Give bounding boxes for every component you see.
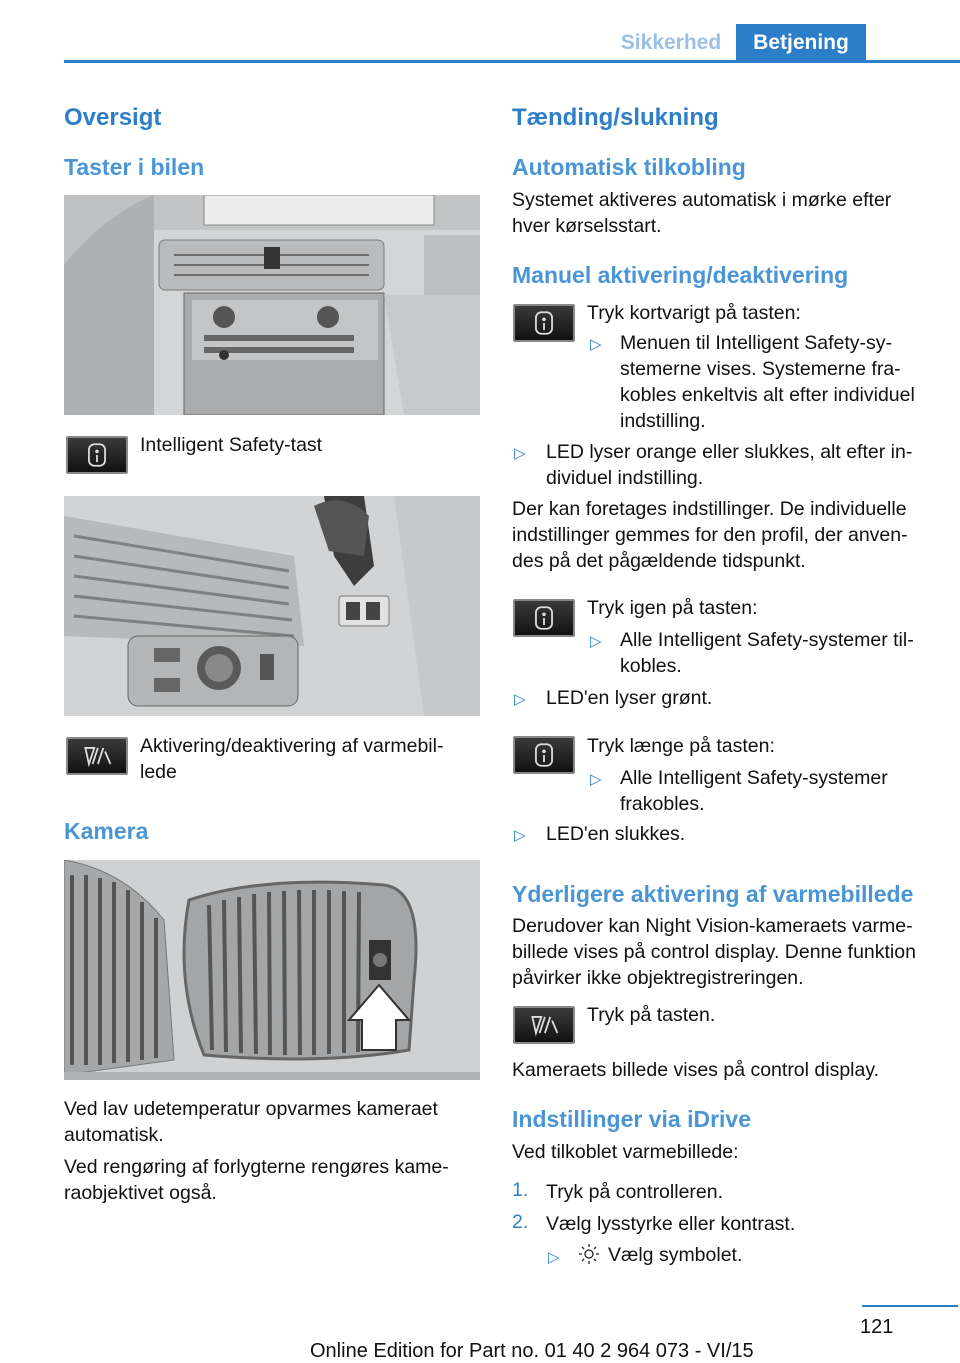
auto-line2: hver kørselsstart. <box>512 215 662 237</box>
y-line2: billede vises på control display. Denne funktion <box>512 941 916 963</box>
step-2: Vælg lysstyrke eller kontrast. <box>546 1213 796 1235</box>
heading-taending: Tænding/slukning <box>512 104 719 131</box>
caption-night-vision-1: Aktivering/deaktivering af varmebil‐ <box>140 735 444 757</box>
step-number: 1. <box>512 1179 529 1201</box>
step-1: Tryk på controlleren. <box>546 1181 724 1203</box>
kamera-para2-line2: raobjektivet også. <box>64 1182 217 1204</box>
p3-line1: Der kan foretages indstillinger. De individuelle <box>512 498 907 520</box>
tryk-paa-tasten: Tryk på tasten. <box>587 1004 716 1026</box>
b1-line3: kobles enkeltvis alt efter individuel <box>620 384 915 406</box>
brightness-sun-icon <box>578 1243 600 1265</box>
bullet-icon: ▷ <box>548 1249 560 1266</box>
b1-line1: Menuen til Intelligent Safety-sy‐ <box>620 332 893 354</box>
bullet-icon: ▷ <box>514 827 526 844</box>
idrive-intro: Ved tilkoblet varmebillede: <box>512 1141 739 1163</box>
intelligent-safety-key-icon <box>513 304 575 342</box>
b2-line2: dividuel indstilling. <box>546 467 704 489</box>
heading-manuel: Manuel aktivering/deaktivering <box>512 262 849 288</box>
heading-oversigt: Oversigt <box>64 104 162 131</box>
kamera-para1-line2: automatisk. <box>64 1124 164 1146</box>
footer-rule <box>862 1305 958 1307</box>
intelligent-safety-key-icon <box>513 599 575 637</box>
b5-line2: frakobles. <box>620 793 705 815</box>
y-line3: påvirker ikke objektregistreringen. <box>512 967 804 989</box>
night-vision-key-icon <box>513 1006 575 1044</box>
b7: Vælg symbolet. <box>608 1244 743 1266</box>
b1-line2: stemerne vises. Systemerne fra‐ <box>620 358 901 380</box>
p3-line3: des på det pågældende tidspunkt. <box>512 550 806 572</box>
intelligent-safety-key-icon <box>513 736 575 774</box>
b2-line1: LED lyser orange eller slukkes, alt efter in‐ <box>546 441 913 463</box>
y-line1: Derudover kan Night Vision-kameraets varme‐ <box>512 915 913 937</box>
step-number: 2. <box>512 1211 529 1233</box>
bullet-icon: ▷ <box>590 336 602 353</box>
b6: LED'en slukkes. <box>546 823 686 845</box>
light-switch-photo <box>64 496 480 716</box>
caption-intelligent-safety: Intelligent Safety-tast <box>140 434 323 456</box>
heading-automatisk: Automatisk tilkobling <box>512 154 746 180</box>
caption-night-vision-2: lede <box>140 761 177 783</box>
heading-taster: Taster i bilen <box>64 154 205 180</box>
tab-sikkerhed[interactable]: Sikkerhed <box>620 31 722 54</box>
p4: Kameraets billede vises på control display. <box>512 1059 880 1081</box>
night-vision-key-icon <box>66 737 128 775</box>
b5-line1: Alle Intelligent Safety-systemer <box>620 767 888 789</box>
tryk-laenge: Tryk længe på tasten: <box>587 735 775 757</box>
b3-line2: kobles. <box>620 655 682 677</box>
p3-line2: indstillinger gemmes for den profil, der anven‐ <box>512 524 908 546</box>
b4: LED'en lyser grønt. <box>546 687 713 709</box>
heading-yderligere: Yderligere aktivering af varmebillede <box>512 881 914 907</box>
heading-kamera: Kamera <box>64 818 149 844</box>
kamera-para1-line1: Ved lav udetemperatur opvarmes kameraet <box>64 1098 438 1120</box>
tryk-igen: Tryk igen på tasten: <box>587 597 758 619</box>
page-number: 121 <box>860 1316 894 1338</box>
intelligent-safety-key-icon <box>66 436 128 474</box>
camera-grille-photo <box>64 860 480 1080</box>
tab-betjening[interactable]: Betjening <box>736 24 866 62</box>
b1-line4: indstilling. <box>620 410 706 432</box>
kamera-para2-line1: Ved rengøring af forlygterne rengøres kame‐ <box>64 1156 449 1178</box>
footer-edition: Online Edition for Part no. 01 40 2 964 073 - VI/15 <box>310 1340 754 1362</box>
bullet-icon: ▷ <box>590 771 602 788</box>
bullet-icon: ▷ <box>514 691 526 708</box>
bullet-icon: ▷ <box>590 633 602 650</box>
b3-line1: Alle Intelligent Safety-systemer til‐ <box>620 629 914 651</box>
tryk-kortvarigt: Tryk kortvarigt på tasten: <box>587 302 801 324</box>
heading-idrive: Indstillinger via iDrive <box>512 1106 752 1132</box>
auto-line1: Systemet aktiveres automatisk i mørke efter <box>512 189 892 211</box>
dashboard-photo <box>64 195 480 415</box>
bullet-icon: ▷ <box>514 445 526 462</box>
